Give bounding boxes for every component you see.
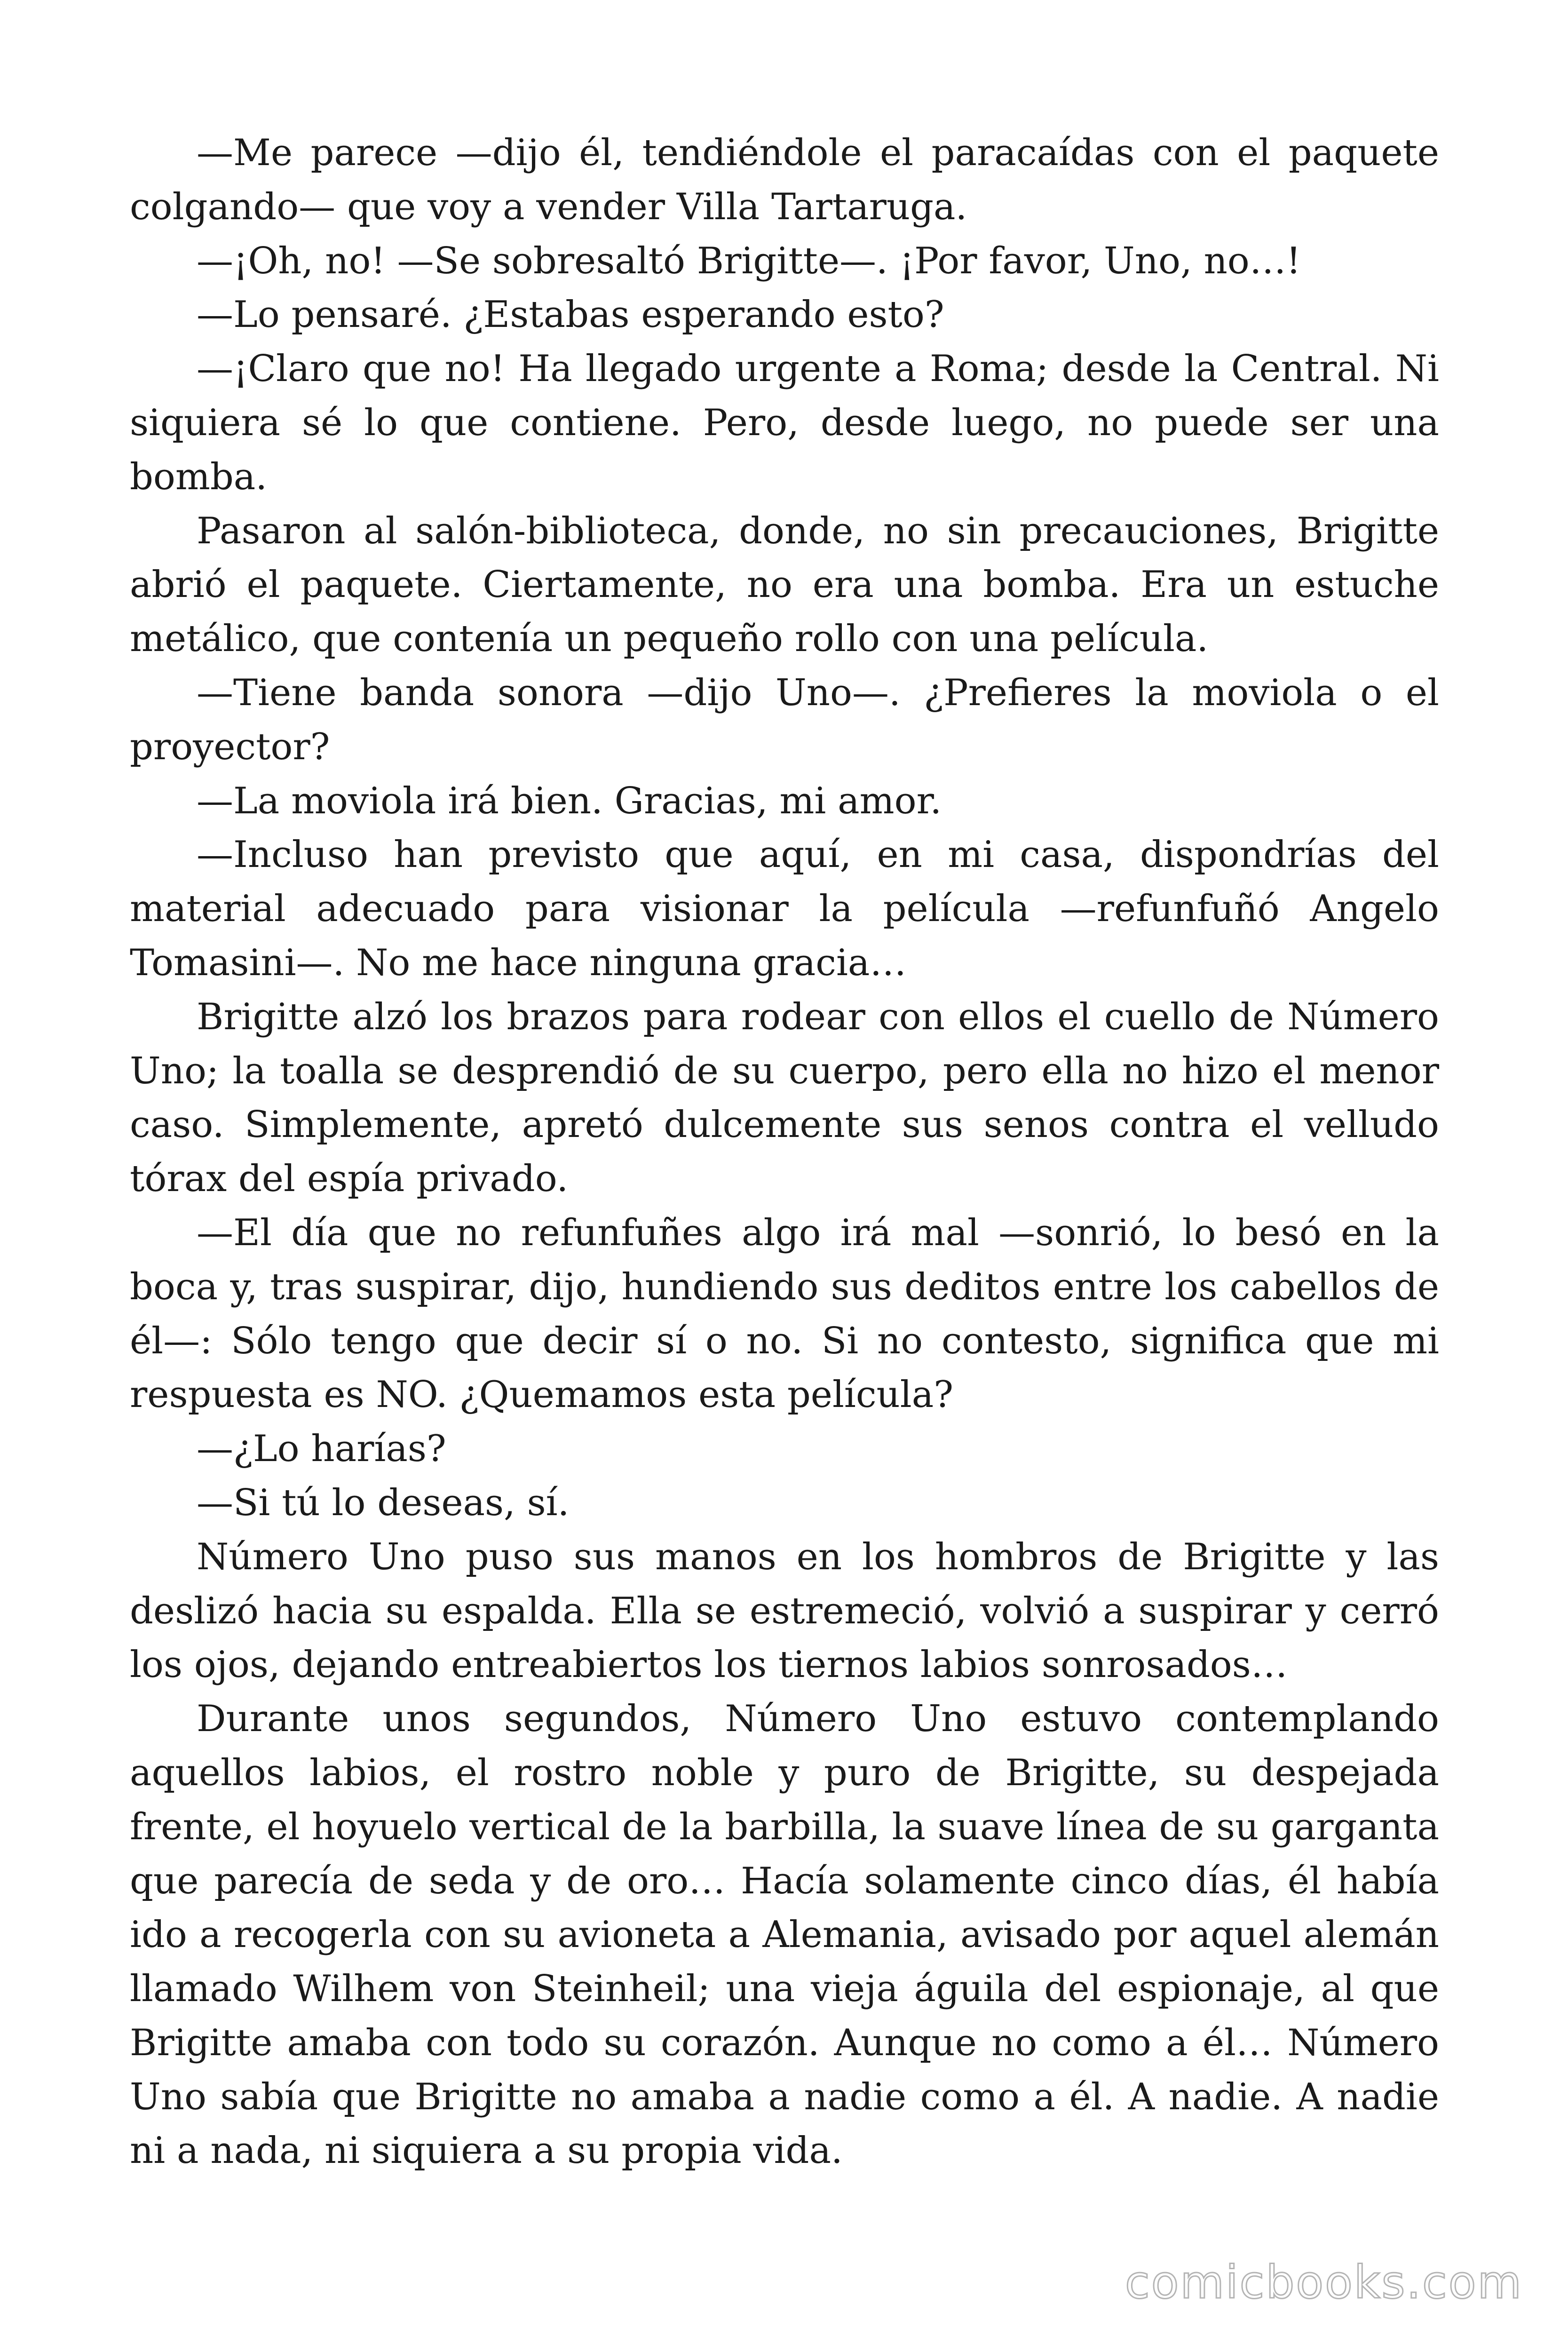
paragraph: Durante unos segundos, Número Uno estuvo contemplando aquellos labios, el rostro noble y puro de Brigitte, su despejada frente, el hoyuelo vertical de la barbilla, la suave línea de su garganta que parecía de seda y de oro… Hacía solamente cinco días, él había ido a recogerla con su avioneta a Alemania, avisado por aquel alemán llamado Wilhem von Steinheil; una vieja águila del espionaje, al que Brigitte amaba con todo su corazón. Aunque no como a él… Número Uno sabía que Brigitte no amaba a nadie como a él. A nadie. A nadie ni a nada, ni siquiera a su propia vida.: [130, 1698, 1439, 2172]
paragraph: —¿Lo harías?: [197, 1428, 446, 1470]
paragraph: —El día que no refunfuñes algo irá mal —sonrió, lo besó en la boca y, tras suspirar, dijo, hundiendo sus deditos entre los cabellos de él—: Sólo tengo que decir sí o no. Si no contesto, significa que mi respuesta es NO. ¿Quemamos esta película?: [130, 1211, 1439, 1416]
paragraph: Número Uno puso sus manos en los hombros de Brigitte y las deslizó hacia su espalda. Ella se estremeció, volvió a suspirar y cerró los ojos, dejando entreabiertos los tiernos labios sonrosados…: [130, 1535, 1439, 1686]
paragraph: —Si tú lo deseas, sí.: [197, 1481, 570, 1524]
paragraph: —Lo pensaré. ¿Estabas esperando esto?: [197, 294, 944, 336]
page-body-text: [130, 126, 1439, 2178]
paragraph: —¡Claro que no! Ha llegado urgente a Roma; desde la Central. Ni siquiera sé lo que contiene. Pero, desde luego, no puede ser una bomba.: [130, 348, 1439, 498]
site-watermark: comicbooks.com: [1125, 2256, 1523, 2309]
paragraph: —Me parece —dijo él, tendiéndole el paracaídas con el paquete colgando— que voy a vender Villa Tartaruga.: [130, 132, 1439, 228]
paragraph: —¡Oh, no! —Se sobresaltó Brigitte—. ¡Por favor, Uno, no…!: [197, 239, 1301, 282]
paragraph: —La moviola irá bien. Gracias, mi amor.: [197, 779, 942, 822]
paragraph: Pasaron al salón-biblioteca, donde, no sin precauciones, Brigitte abrió el paquete. Ciertamente, no era una bomba. Era un estuche metálico, que contenía un pequeño rollo con una película.: [130, 509, 1439, 660]
paragraph: —Tiene banda sonora —dijo Uno—. ¿Prefieres la moviola o el proyector?: [130, 671, 1439, 768]
paragraph: Brigitte alzó los brazos para rodear con ellos el cuello de Número Uno; la toalla se desprendió de su cuerpo, pero ella no hizo el menor caso. Simplemente, apretó dulcemente sus senos contra el velludo tórax del espía privado.: [130, 995, 1439, 1200]
paragraph: —Incluso han previsto que aquí, en mi casa, dispondrías del material adecuado para visionar la película —refunfuñó Angelo Tomasini—. No me hace ninguna gracia…: [130, 834, 1439, 984]
